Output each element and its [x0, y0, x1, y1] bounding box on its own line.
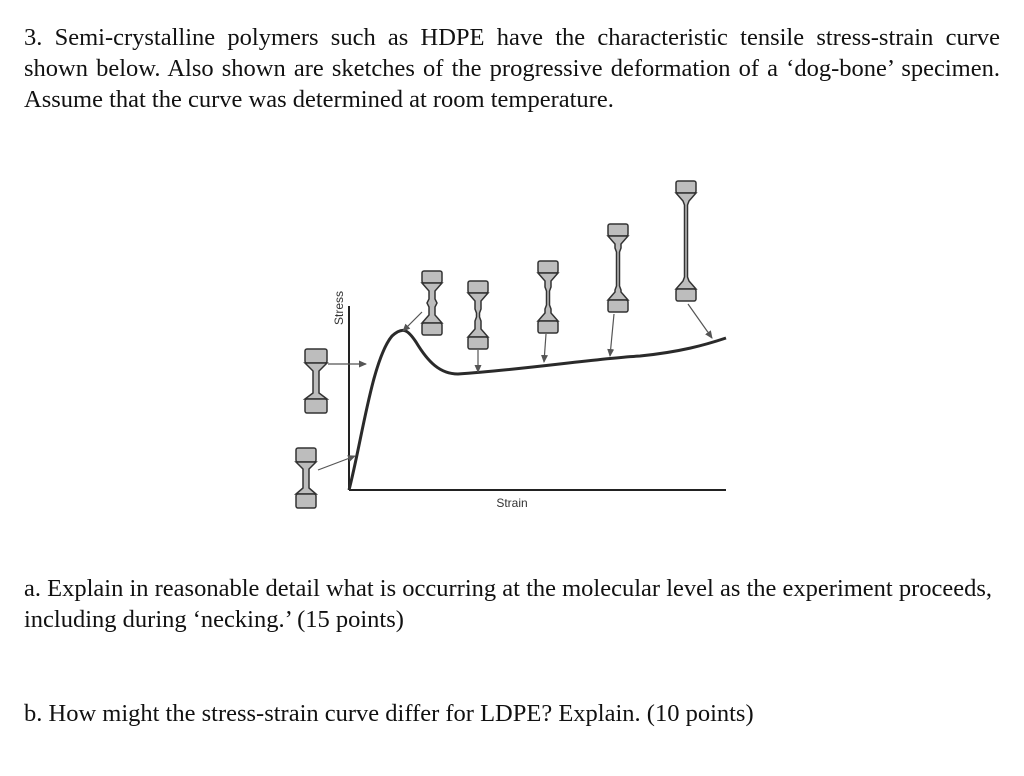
specimen-stage-3	[422, 271, 442, 335]
stress-strain-curve	[349, 330, 726, 490]
question-part-a: a. Explain in reasonable detail what is occurring at the molecular level as the experiment proceeds, including during ‘necking.’ (15 points)	[24, 575, 993, 633]
specimen-stage-6-arrow	[610, 314, 614, 356]
specimen-stage-7-arrow	[688, 304, 712, 338]
specimen-stage-5	[538, 261, 558, 333]
specimen-stage-4	[468, 281, 488, 349]
specimen-stage-2	[305, 349, 327, 413]
stress-axis-label: Stress	[332, 290, 346, 325]
question-intro: 3. Semi-crystalline polymers such as HDPE have the characteristic tensile stress-strain curve shown below. Also shown are sketches of the progressive deformation of a ‘dog-bone’ specimen. Assume that the curve was determined at room temperature.	[24, 24, 1000, 113]
specimen-stage-1	[296, 448, 316, 508]
specimen-stage-3-arrow	[403, 312, 422, 331]
strain-axis-label: Strain	[496, 496, 528, 510]
specimen-stage-6	[608, 224, 628, 312]
question-part-b: b. How might the stress-strain curve differ for LDPE? Explain. (10 points)	[24, 700, 754, 727]
specimen-stage-5-arrow	[544, 334, 546, 362]
specimen-stage-7	[676, 181, 696, 301]
